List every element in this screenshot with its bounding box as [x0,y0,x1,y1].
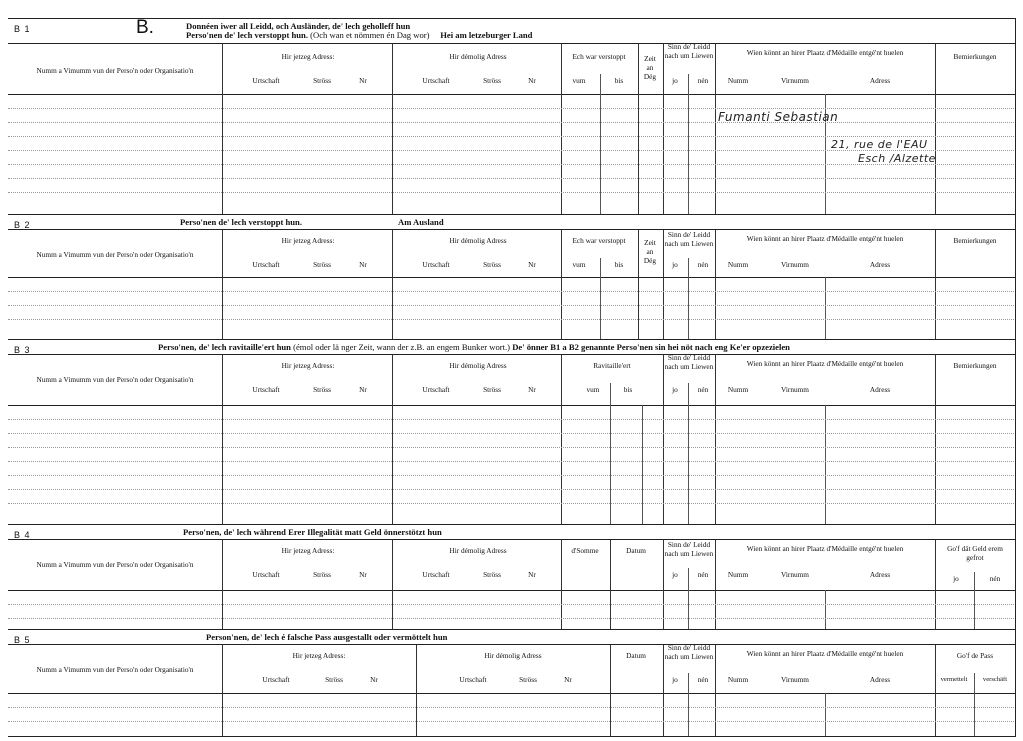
header-former-address: Hir démolig Adress [449,52,507,61]
header-numm: Numm [727,385,749,394]
section-title-line1: Donnéen iwer all Leidd, och Ausländer, de' lech geholleff hun [186,21,411,31]
header-jo: jo [672,675,678,684]
header-nen: nén [989,574,1001,583]
header-time: Zeit an Dég [643,238,657,265]
section-title: Perso'nen, de' lech während Erer Illegalität matt Geld önnerstötzt hun [183,527,442,537]
header-current-address: Hir jetzeg Adress: [281,52,335,61]
section-b4 [8,524,1016,629]
header-medal: Wien könnt an hirer Plaatz d'Médaille entgé'nt huelen [746,48,904,57]
header-stross: Ströss [313,570,331,579]
header-numm: Numm [727,675,749,684]
header-stross: Ströss [313,76,331,85]
header-adress: Adress [869,675,891,684]
section-id: B 2 [14,220,31,230]
entry-rows[interactable] [8,405,1016,524]
header-virnumm: Virnumm [781,260,809,269]
header-ortschaft: Urtschaft [459,675,487,684]
header-nen: nén [697,260,709,269]
header-hidden: Ech war verstoppt [572,52,626,61]
section-id: B 3 [14,345,31,355]
header-stross: Ströss [313,385,331,394]
header-remarks: Bemierkungen [953,361,997,370]
entry-rows[interactable] [8,693,1016,736]
form-page [8,18,1016,736]
header-ortschaft: Urtschaft [252,76,280,85]
header-adress: Adress [869,260,891,269]
section-b1 [8,18,1016,214]
header-numm: Numm [727,76,749,85]
entry-rows[interactable] [8,590,1016,629]
header-somme: d'Somme [571,546,599,555]
header-stross: Ströss [325,675,343,684]
header-medal: Wien könnt an hirer Plaatz d'Médaille entgé'nt huelen [746,234,904,243]
header-sinn: Sinn de' Leidd nach um Liewen [664,540,714,558]
header-medal: Wien könnt an hirer Plaatz d'Médaille entgé'nt huelen [746,649,904,658]
header-ortschaft: Urtschaft [262,675,290,684]
header-medal: Wien könnt an hirer Plaatz d'Médaille entgé'nt huelen [746,359,904,368]
header-stross: Ströss [483,76,501,85]
header-nr: Nr [528,76,536,85]
header-nr: Nr [359,76,367,85]
header-nr: Nr [370,675,378,684]
header-sinn: Sinn de' Leidd nach um Liewen [664,230,714,248]
header-jo: jo [672,570,678,579]
header-jo: jo [672,385,678,394]
header-adress: Adress [869,570,891,579]
header-nen: nén [697,76,709,85]
header-ortschaft: Urtschaft [252,260,280,269]
header-jo: jo [953,574,959,583]
header-row [8,644,1016,694]
header-numm: Numm [727,260,749,269]
header-name: Numm a Vimumm vun der Perso'n oder Organisatio'n [36,375,194,384]
section-b2 [8,214,1016,339]
header-ortschaft: Urtschaft [252,570,280,579]
header-nr: Nr [359,570,367,579]
header-sinn: Sinn de' Leidd nach um Liewen [664,643,714,661]
header-former-address: Hir démolig Adress [449,546,507,555]
header-ortschaft: Urtschaft [252,385,280,394]
header-current-address: Hir jetzeg Adress: [292,651,346,660]
header-nr: Nr [359,385,367,394]
right-border [1015,18,1016,736]
header-stross: Ströss [313,260,331,269]
header-medal: Wien könnt an hirer Plaatz d'Médaille entgé'nt huelen [746,544,904,553]
header-datum: Datum [626,651,646,660]
title-paren: (Och wan et nömmen én Dag wor) [310,30,430,40]
entry-rows[interactable] [8,277,1016,339]
header-nen: nén [697,570,709,579]
section-id: B 1 [14,24,31,34]
header-ortschaft: Urtschaft [422,570,450,579]
entry-name: Fumanti Sebastian [718,110,839,124]
header-adress: Adress [869,385,891,394]
header-remarks: Bemierkungen [953,236,997,245]
header-ortschaft: Urtschaft [422,260,450,269]
header-nr: Nr [359,260,367,269]
header-nr: Nr [528,385,536,394]
header-stross: Ströss [483,570,501,579]
header-nr: Nr [564,675,572,684]
header-name: Numm a Vimumm vun der Perso'n oder Organisatio'n [36,250,194,259]
header-name: Numm a Vimumm vun der Perso'n oder Organisatio'n [36,66,194,75]
header-former-address: Hir démolig Adress [484,651,542,660]
section-title-place: Am Ausland [398,217,444,227]
header-current-address: Hir jetzeg Adress: [281,236,335,245]
header-bis: bis [614,76,624,85]
header-jo: jo [672,260,678,269]
header-virnumm: Virnumm [781,76,809,85]
header-remarks: Bemierkungen [953,52,997,61]
entry-address-line1: 21, rue de l'EAU [831,138,928,151]
section-title: Perso'nen de' lech verstoppt hun. [180,217,302,227]
header-gof: Go'f dät Geld erem gefrot [947,544,1003,562]
header-nen: nén [697,385,709,394]
entry-address-line2: Esch /Alzette [858,152,936,165]
header-virnumm: Virnumm [781,675,809,684]
header-bis: bis [614,260,624,269]
header-row [8,43,1016,95]
header-jo: jo [672,76,678,85]
header-nr: Nr [528,260,536,269]
title-main: Perso'nen, de' lech ravitaille'ert hun [158,342,291,352]
header-time: Zeit an Dég [643,54,657,81]
header-stross: Ströss [483,385,501,394]
header-stross: Ströss [483,260,501,269]
header-former-address: Hir démolig Adress [449,236,507,245]
header-adress: Adress [869,76,891,85]
header-virnumm: Virnumm [781,570,809,579]
header-vum: vum [572,76,586,85]
title-place: Hei am letzeburger Land [440,30,533,40]
section-id: B 5 [14,635,31,645]
title-tail: De' önner B1 a B2 genannte Perso'nen sin hei nöt nach eng Ke'er opzezielen [512,342,790,352]
section-b3 [8,339,1016,524]
header-name: Numm a Vimumm vun der Perso'n oder Organisatio'n [36,560,194,569]
header-stross: Ströss [519,675,537,684]
section-title [158,342,790,352]
header-virnumm: Virnumm [781,385,809,394]
header-sinn: Sinn de' Leidd nach um Liewen [664,353,714,371]
header-sinn: Sinn de' Leidd nach um Liewen [664,42,714,60]
section-b5 [8,629,1016,737]
header-name: Numm a Vimumm vun der Perso'n oder Organisatio'n [36,665,194,674]
entry-rows[interactable] [8,94,1016,214]
header-row [8,229,1016,278]
header-bis: bis [623,385,633,394]
header-nr: Nr [528,570,536,579]
header-verschaft: verschäft [982,676,1008,683]
header-former-address: Hir démolig Adress [449,361,507,370]
header-datum: Datum [626,546,646,555]
title-paren: (émol oder lä nger Zeit, wann der z.B. an engem Bunker wort.) [293,342,511,352]
section-title-line2 [186,30,532,40]
header-ortschaft: Urtschaft [422,76,450,85]
header-numm: Numm [727,570,749,579]
section-id: B 4 [14,530,31,540]
header-row [8,539,1016,591]
header-row [8,354,1016,406]
header-hidden: Ech war verstoppt [572,236,626,245]
header-nen: nén [697,675,709,684]
section-letter: B. [136,17,154,38]
header-vermettelt: vermettelt [940,676,968,683]
title-main: Perso'nen de' lech verstoppt hun. [186,30,308,40]
header-vum: vum [572,260,586,269]
header-vum: vum [586,385,600,394]
header-ravitaille: Ravitaille'ert [593,361,631,370]
section-title: Person'nen, de' lech é falsche Pass ausgestallt oder vermöttelt hun [206,632,448,642]
header-current-address: Hir jetzeg Adress: [281,361,335,370]
header-pass: Go'f de Pass [956,651,994,660]
header-current-address: Hir jetzeg Adress: [281,546,335,555]
header-ortschaft: Urtschaft [422,385,450,394]
